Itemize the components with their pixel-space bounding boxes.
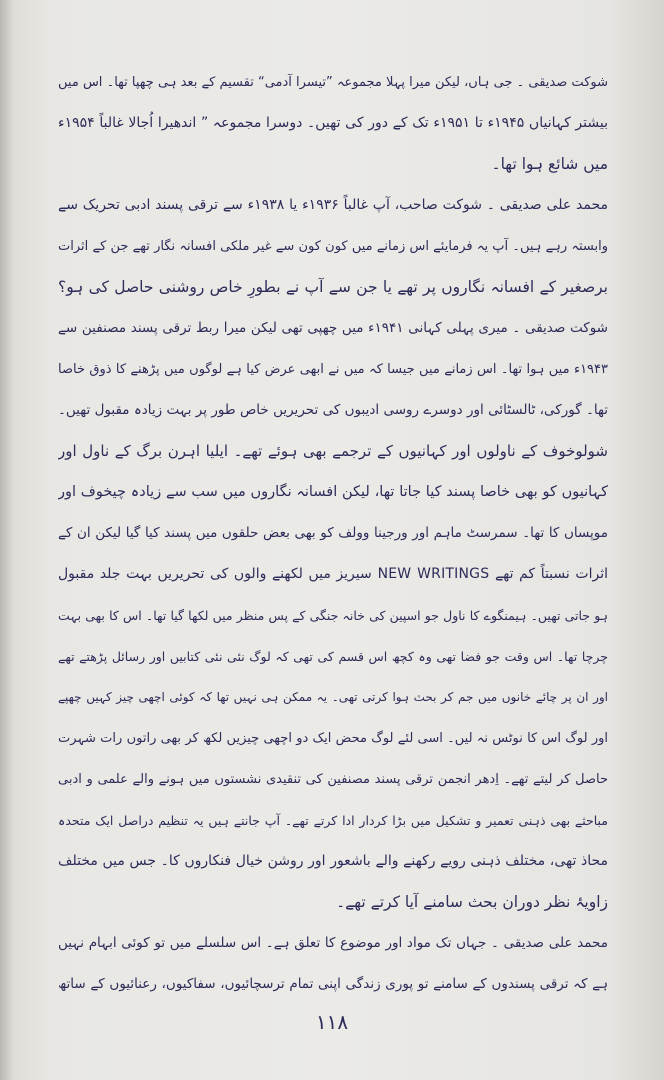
text-line: اور لوگ اس کا نوٹس نہ لیں۔ اسی لئے لوگ محض ایک دو اچھی چیزیں لکھ کر بھی راتوں رات شہرت — [58, 731, 608, 746]
text-line: حاصل کر لیتے تھے۔ اِدھر انجمن ترقی پسند مصنفین کی تنقیدی نشستوں میں ہونے والے علمی و ادبی — [58, 772, 608, 787]
text-line: کہانیوں کو بھی خاصا پسند کیا جاتا تھا، لیکن افسانہ نگاروں میں سب سے زیادہ چیخوف اور — [58, 484, 608, 500]
page-text-block — [58, 62, 608, 1005]
text-line: محمد علی صدیقی ۔ جہاں تک مواد اور موضوع کا تعلق ہے۔ اس سلسلے میں تو کوئی ابہام نہیں — [58, 935, 608, 951]
text-line: میں شائع ہوا تھا۔ — [491, 155, 608, 173]
text-line: محاذ تھی، مختلف ذہنی رویے رکھنے والے باشعور اور روشن خیال فنکاروں کا۔ جس میں مختلف — [58, 853, 608, 869]
text-line: بیشتر کہانیاں ۱۹۴۵ء تا ۱۹۵۱ء تک کے دور کی تھیں۔ دوسرا مجموعہ ” اندھیرا اُجالا غالباً ۱۹۵۴ء — [58, 115, 608, 131]
text-line: شولوخوف کے ناولوں اور کہانیوں کے ترجمے بھی ہوئے تھے۔ ایلیا اہرن برگ کے ناول اور — [58, 442, 608, 460]
page-number: ۱۱۸ — [315, 1010, 349, 1034]
text-line: محمد علی صدیقی ۔ شوکت صاحب، آپ غالباً ۱۹۳۶ء یا ۱۹۳۸ء سے ترقی پسند ادبی تحریک سے — [58, 197, 608, 213]
text-line: شوکت صدیقی ۔ میری پہلی کہانی ۱۹۴۱ء میں چھپی تھی لیکن میرا ربط ترقی پسند مصنفین سے — [58, 320, 608, 336]
text-line: چرچا تھا۔ اس وقت جو فضا تھی وہ کچھ اس قسم کی تھی کہ لوگ نئی نئی کتابیں اور رسائل پڑھتے تھے — [58, 649, 608, 664]
text-line: موپساں کا تھا۔ سمرسٹ ماہم اور ورجینا وولف کو بھی بعض حلقوں میں پسند کیا گیا لیکن ان کے — [58, 525, 608, 541]
text-line: اثرات نسبتاً کم تھے NEW WRITINGS سیریز میں لکھنے والوں کی تحریریں بہت جلد مقبول — [58, 566, 608, 582]
page-spine-shadow — [0, 0, 14, 1080]
text-line: وابستہ رہے ہیں۔ آپ یہ فرمایئے اس زمانے میں کون کون سے غیر ملکی افسانہ نگار تھے جن کے اثرات — [58, 239, 608, 254]
text-line: زاویۂ نظر دوران بحث سامنے آیا کرتے تھے۔ — [336, 893, 608, 911]
text-line: ہے کہ ترقی پسندوں کے سامنے تو پوری زندگی اپنی تمام ترسچائیوں، سفاکیوں، رعنائیوں کے ساتھ — [58, 976, 608, 992]
text-line: شوکت صدیقی ۔ جی ہاں، لیکن میرا پہلا مجموعہ ”تیسرا آدمی“ تقسیم کے بعد ہی چھپا تھا۔ اس میں — [58, 75, 608, 90]
text-line: برصغیر کے افسانہ نگاروں پر تھے یا جن سے آپ نے بطورِ خاص روشنی حاصل کی ہو؟ — [58, 278, 608, 296]
text-line: مباحثے بھی ذہنی تعمیر و تشکیل میں بڑا کردار ادا کرتے تھے۔ آپ جانتے ہیں یہ تنظیم دراصل ایک متحدہ — [58, 813, 608, 828]
text-line: تھا۔ گورکی، ٹالسٹائی اور دوسرے روسی ادیبوں کی تحریریں خاص طور پر بہت زیادہ مقبول تھیں۔ — [58, 402, 608, 418]
text-line: اور ان پر چائے خانوں میں جم کر بحث ہوا کرتی تھی۔ یہ ممکن ہی نہیں تھا کہ کوئی اچھی چیز کہیں چھپے — [58, 690, 608, 704]
text-line: ہو جاتی تھیں۔ ہیمنگوے کا ناول جو اسپین کی خانہ جنگی کے پس منظر میں لکھا گیا تھا۔ اس کا بھی بہت — [58, 608, 608, 623]
text-line: ۱۹۴۳ء میں ہوا تھا۔ اس زمانے میں جیسا کہ میں نے ابھی عرض کیا ہے لوگوں میں پڑھنے کا ذوق خاصا — [58, 362, 608, 377]
